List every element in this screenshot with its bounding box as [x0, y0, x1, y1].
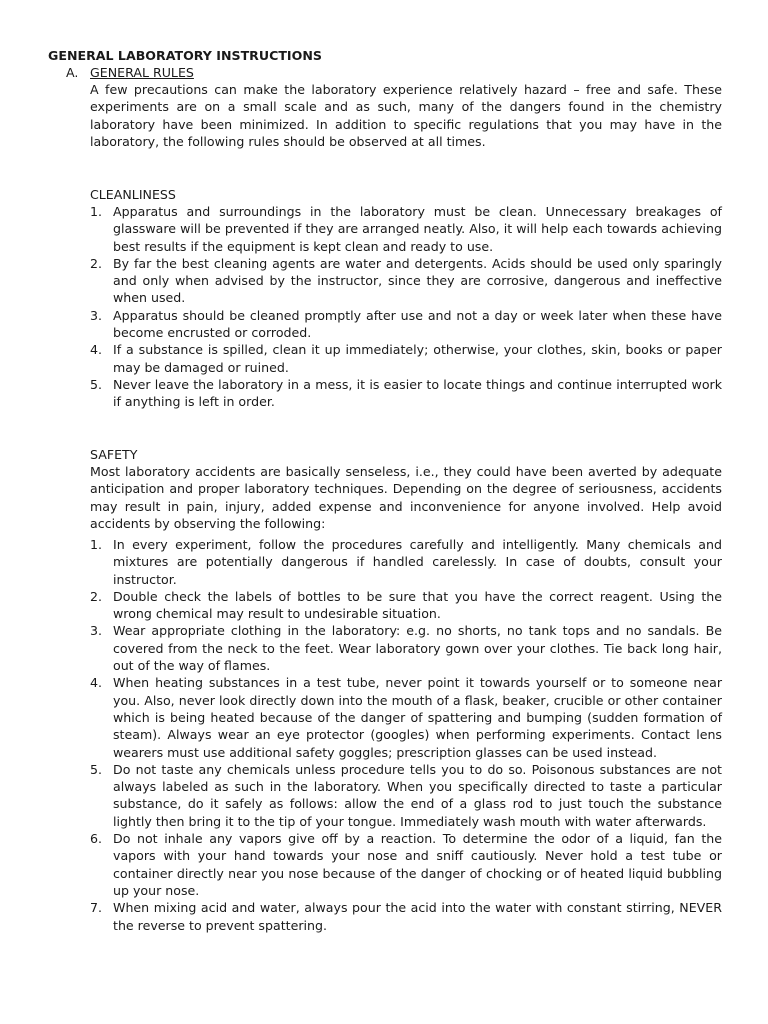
item-number: 5. — [90, 376, 103, 392]
item-text: Wear appropriate clothing in the laboratory: e.g. no shorts, no tank tops and no sandals. Be covered from the neck to the feet. Wear laboratory gown over your clothes. Tie back long hair, out of the way of flames. — [113, 623, 722, 674]
item-text: Do not inhale any vapors give off by a reaction. To determine the odor of a liquid, fan the vapors with your hand towards your nose and sniff cautiously. Never hold a test tube or container directly near you nose because of the danger of chocking or of heated liquid bubbling up your nose. — [113, 831, 722, 898]
list-item — [90, 376, 722, 411]
list-item — [90, 674, 722, 760]
list-item — [90, 255, 722, 307]
item-text: When mixing acid and water, always pour the acid into the water with constant stirring, NEVER the reverse to prevent spattering. — [113, 900, 722, 933]
item-number: 3. — [90, 307, 103, 323]
safety-intro-paragraph: Most laboratory accidents are basically senseless, i.e., they could have been averted by adequate anticipation and proper laboratory techniques. Depending on the degree of seriousness, accidents may result in pain, injury, added expense and inconvenience for anyone involved. Help avoid accidents by observing the following: — [90, 464, 722, 531]
item-text: In every experiment, follow the procedures carefully and intelligently. Many chemicals and mixtures are potentially dangerous if handled carelessly. In case of doubts, consult your instructor. — [113, 537, 722, 587]
item-text: Apparatus and surroundings in the laboratory must be clean. Unnecessary breakages of glassware will be prevented if they are arranged neatly. Also, it will help each towards achieving best results if the equipment is kept clean and ready to use. — [113, 204, 722, 254]
safety-heading: SAFETY — [90, 447, 138, 462]
item-text: Never leave the laboratory in a mess, it is easier to locate things and continue interrupted work if anything is left in order. — [113, 376, 722, 410]
item-number: 4. — [90, 675, 103, 691]
item-number: 3. — [90, 623, 103, 639]
section-title: GENERAL RULES — [90, 65, 194, 80]
document-title: GENERAL LABORATORY INSTRUCTIONS — [48, 48, 322, 63]
item-text: If a substance is spilled, clean it up immediately; otherwise, your clothes, skin, books or paper may be damaged or ruined. — [113, 342, 722, 375]
item-text: When heating substances in a test tube, never point it towards yourself or to someone near you. Also, never look directly down into the mouth of a flask, beaker, crucible or other container which is being heated because of the danger of spattering and bumping (sudden formation of steam). Always wear an eye protector (googles) when performing experiments. Contact lens wearers must use additional safety goggles; prescription glasses can be used instead. — [113, 675, 722, 760]
item-number: 5. — [90, 761, 103, 777]
list-item — [90, 307, 722, 342]
intro-paragraph: A few precautions can make the laboratory experience relatively hazard – free and safe. These experiments are on a small scale and as such, many of the dangers found in the chemistry laboratory have been minimized. In addition to specific regulations that you may have in the laboratory, the following rules should be observed at all times. — [90, 82, 722, 149]
list-item — [90, 341, 722, 376]
item-number: 2. — [90, 588, 103, 604]
section-heading — [66, 64, 194, 81]
item-number: 4. — [90, 342, 103, 358]
item-number: 2. — [90, 255, 103, 271]
safety-list — [90, 536, 722, 934]
cleanliness-heading: CLEANLINESS — [90, 187, 176, 202]
list-item — [90, 622, 722, 674]
section-letter: A. — [66, 65, 79, 80]
item-number: 7. — [90, 900, 103, 916]
list-item — [90, 203, 722, 255]
list-item — [90, 830, 722, 899]
cleanliness-list — [90, 203, 722, 411]
item-text: By far the best cleaning agents are water and detergents. Acids should be used only sparingly and only when advised by the instructor, since they are corrosive, dangerous and ineffective when used. — [113, 255, 722, 306]
item-text: Double check the labels of bottles to be sure that you have the correct reagent. Using the wrong chemical may result to undesirable situation. — [113, 588, 722, 622]
item-number: 1. — [90, 537, 103, 552]
item-text: Apparatus should be cleaned promptly after use and not a day or week later when these have become encrusted or corroded. — [113, 307, 722, 341]
list-item — [90, 588, 722, 623]
list-item — [90, 761, 722, 830]
item-number: 6. — [90, 831, 103, 847]
list-item — [90, 899, 722, 934]
item-number: 1. — [90, 204, 103, 219]
list-item — [90, 536, 722, 588]
item-text: Do not taste any chemicals unless procedure tells you to do so. Poisonous substances are not always labeled as such in the laboratory. When you specifically directed to taste a particular substance, do it safely as follows: allow the end of a glass rod to just touch the substance lightly then bring it to the tip of your tongue. Immediately wash mouth with water afterwards. — [113, 761, 722, 829]
